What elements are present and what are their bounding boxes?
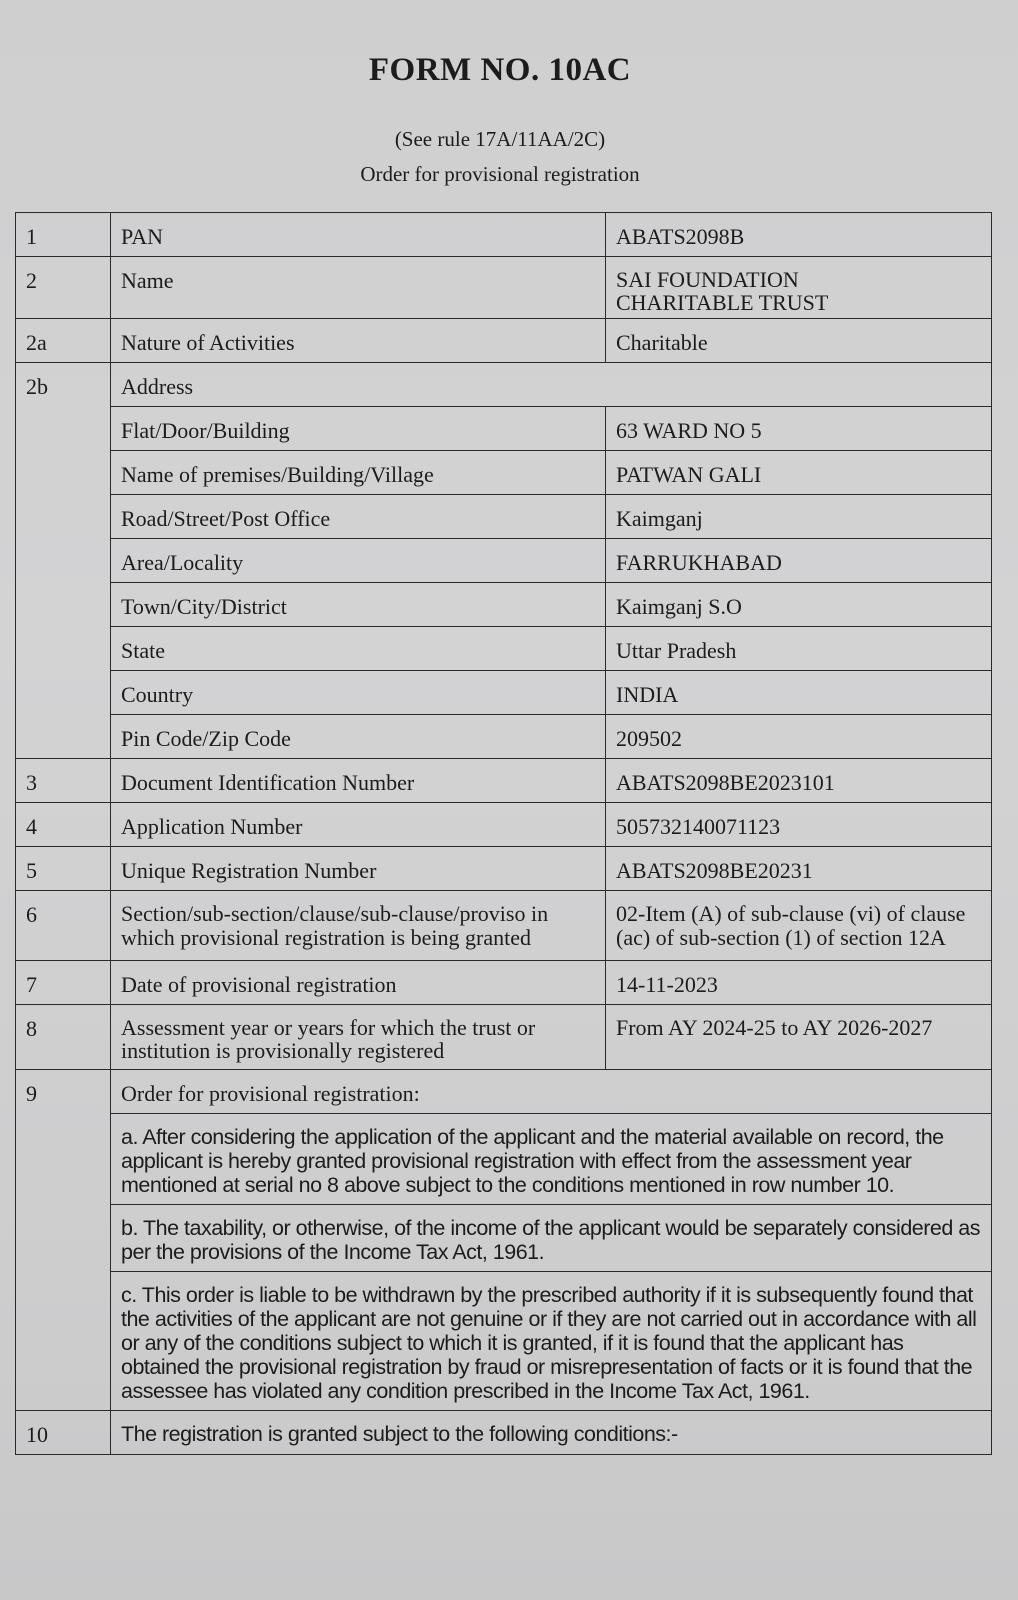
- section-value: 02-Item (A) of sub-clause (vi) of clause (ac) of sub-section (1) of section 12A: [606, 891, 992, 961]
- serial-number: 7: [16, 961, 111, 1005]
- serial-number: 3: [16, 759, 111, 803]
- order-paragraph-row: [16, 1272, 992, 1411]
- address-field-row: [16, 715, 992, 759]
- registration-date-value: 14-11-2023: [606, 961, 992, 1005]
- address-field-label: Country: [111, 671, 606, 715]
- address-field-row: [16, 627, 992, 671]
- address-field-row: [16, 583, 992, 627]
- name-value-line2: CHARITABLE TRUST: [616, 290, 829, 315]
- address-field-label: Flat/Door/Building: [111, 407, 606, 451]
- row-assessment-year: [16, 1005, 992, 1070]
- field-label: Application Number: [111, 803, 606, 847]
- row-conditions: [16, 1411, 992, 1455]
- row-order: [16, 1070, 992, 1114]
- row-pan: [16, 213, 992, 257]
- row-document-identification-number: [16, 759, 992, 803]
- order-paragraph-row: [16, 1205, 992, 1272]
- serial-number: 2: [16, 257, 111, 319]
- field-label: Date of provisional registration: [111, 961, 606, 1005]
- serial-number: 4: [16, 803, 111, 847]
- field-label: Document Identification Number: [111, 759, 606, 803]
- field-label: PAN: [111, 213, 606, 257]
- serial-number: 8: [16, 1005, 111, 1070]
- serial-number: 6: [16, 891, 111, 961]
- address-field-label: State: [111, 627, 606, 671]
- urn-value: ABATS2098BE20231: [606, 847, 992, 891]
- address-field-value: 209502: [606, 715, 992, 759]
- address-field-value: Kaimganj: [606, 495, 992, 539]
- field-label: Assessment year or years for which the trust or institution is provisionally registered: [111, 1005, 606, 1070]
- address-field-value: 63 WARD NO 5: [606, 407, 992, 451]
- serial-number: 1: [16, 213, 111, 257]
- field-label: Section/sub-section/clause/sub-clause/proviso in which provisional registration is being granted: [111, 891, 606, 961]
- address-field-label: Name of premises/Building/Village: [111, 451, 606, 495]
- order-paragraph-b: b. The taxability, or otherwise, of the income of the applicant would be separately considered as per the provisions of the Income Tax Act, 1961.: [111, 1205, 992, 1272]
- address-field-label: Area/Locality: [111, 539, 606, 583]
- address-field-value: Kaimganj S.O: [606, 583, 992, 627]
- row-address: [16, 363, 992, 407]
- address-field-label: Town/City/District: [111, 583, 606, 627]
- order-paragraph-a: a. After considering the application of the applicant and the material available on record, the applicant is hereby granted provisional registration with effect from the assessment year mentioned at serial no 8 above subject to the conditions mentioned in row number 10.: [111, 1114, 992, 1205]
- row-date-of-registration: [16, 961, 992, 1005]
- serial-number: 5: [16, 847, 111, 891]
- address-field-row: [16, 451, 992, 495]
- address-heading: Address: [111, 363, 992, 407]
- address-field-row: [16, 495, 992, 539]
- order-paragraph-row: [16, 1114, 992, 1205]
- order-heading: Order for provisional registration:: [111, 1070, 992, 1114]
- form-title: FORM NO. 10AC: [368, 52, 632, 88]
- name-value-line1: SAI FOUNDATION: [616, 267, 799, 292]
- address-field-label: Road/Street/Post Office: [111, 495, 606, 539]
- assessment-year-value: From AY 2024-25 to AY 2026-2027: [606, 1005, 992, 1070]
- address-field-value: Uttar Pradesh: [606, 627, 992, 671]
- address-field-row: [16, 539, 992, 583]
- field-label: Unique Registration Number: [111, 847, 606, 891]
- registration-table: [15, 212, 992, 1455]
- address-field-row: [16, 407, 992, 451]
- serial-number: 2a: [16, 319, 111, 363]
- pan-value: ABATS2098B: [606, 213, 992, 257]
- serial-number: 10: [16, 1411, 111, 1455]
- row-application-number: [16, 803, 992, 847]
- address-field-value: FARRUKHABAD: [606, 539, 992, 583]
- form-subtitle: Order for provisional registration: [360, 162, 640, 186]
- row-section: [16, 891, 992, 961]
- conditions-heading: The registration is granted subject to the following conditions:-: [111, 1411, 992, 1455]
- address-field-label: Pin Code/Zip Code: [111, 715, 606, 759]
- field-label: Name: [111, 257, 606, 319]
- row-unique-registration-number: [16, 847, 992, 891]
- order-paragraph-c: c. This order is liable to be withdrawn by the prescribed authority if it is subsequently found that the activities of the applicant are not genuine or if they are not carried out in accordance with all or any of the conditions subject to which it is granted, if it is found that the applicant has obtained the provisional registration by fraud or misrepresentation of facts or it is found that the assessee has violated any condition prescribed in the Income Tax Act, 1961.: [111, 1272, 992, 1411]
- address-field-value: INDIA: [606, 671, 992, 715]
- serial-number: 9: [16, 1070, 111, 1411]
- nature-value: Charitable: [606, 319, 992, 363]
- field-label: Nature of Activities: [111, 319, 606, 363]
- application-number-value: 505732140071123: [606, 803, 992, 847]
- address-field-value: PATWAN GALI: [606, 451, 992, 495]
- name-value: [606, 257, 992, 319]
- row-name: [16, 257, 992, 319]
- row-nature-of-activities: [16, 319, 992, 363]
- address-field-row: [16, 671, 992, 715]
- form-rule-reference: (See rule 17A/11AA/2C): [394, 127, 606, 151]
- din-value: ABATS2098BE2023101: [606, 759, 992, 803]
- serial-number: 2b: [16, 363, 111, 759]
